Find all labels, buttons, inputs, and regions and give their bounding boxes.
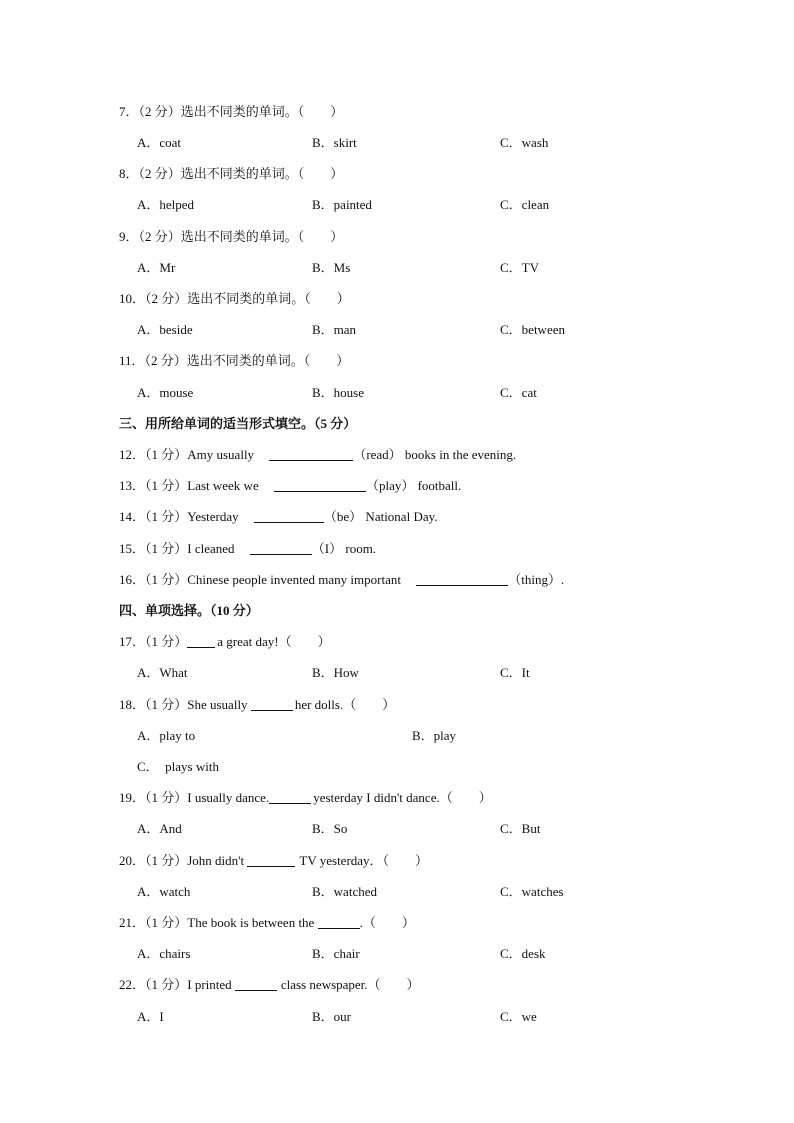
question-16 [119, 572, 564, 588]
q15-prefix: 15．（1 分）I cleaned [119, 541, 238, 556]
q9-option-a: A．Mr [137, 260, 176, 275]
q18-option-a: A．play to [137, 728, 196, 743]
q11-option-c: C．cat [500, 385, 537, 400]
q10-option-c: C．between [500, 322, 565, 337]
q21-suffix: .（ ） [359, 915, 415, 930]
q18-blank [251, 698, 293, 711]
q7-option-c: C．wash [500, 135, 549, 150]
q9-option-b: B．Ms [312, 260, 351, 275]
q22-suffix: class newspaper.（ ） [280, 977, 420, 992]
q7-option-b: B．skirt [312, 135, 357, 150]
q10-option-a: A．beside [137, 322, 193, 337]
q14-prefix: 14．（1 分）Yesterday [119, 509, 242, 524]
q21-option-a: A．chairs [137, 946, 191, 961]
question-15 [119, 541, 376, 557]
q13-suffix: （play） football. [365, 478, 462, 493]
question-18 [119, 697, 395, 713]
q17-prefix: 17．（1 分） [119, 634, 188, 649]
q20-option-c: C．watches [500, 884, 564, 899]
q15-blank [250, 542, 312, 555]
q13-blank [274, 479, 366, 492]
question-19 [119, 790, 492, 806]
q22-option-c: C．we [500, 1009, 537, 1024]
q9-option-c: C．TV [500, 260, 540, 275]
q17-option-c: C．It [500, 665, 530, 680]
question-8-stem: 8．（2 分）选出不同类的单词。（ ） [119, 166, 344, 181]
q16-blank [416, 573, 508, 586]
q11-option-b: B．house [312, 385, 365, 400]
q13-prefix: 13．（1 分）Last week we [119, 478, 262, 493]
q12-prefix: 12．（1 分）Amy usually [119, 447, 258, 462]
section-4-title: 四、单项选择。（10 分） [119, 603, 259, 618]
q22-prefix: 22．（1 分）I printed [119, 977, 235, 992]
q19-option-b: B．So [312, 821, 348, 836]
q19-prefix: 19．（1 分）I usually dance. [119, 790, 270, 805]
question-11-stem: 11．（2 分）选出不同类的单词。（ ） [119, 353, 350, 368]
q16-prefix: 16．（1 分）Chinese people invented many important [119, 572, 405, 587]
q14-suffix: （be） National Day. [323, 509, 438, 524]
q15-suffix: （I） room. [311, 541, 377, 556]
question-9-stem: 9．（2 分）选出不同类的单词。（ ） [119, 229, 344, 244]
q21-option-b: B．chair [312, 946, 360, 961]
question-13 [119, 478, 461, 494]
q20-option-b: B．watched [312, 884, 377, 899]
q19-blank [269, 791, 311, 804]
q22-option-b: B．our [312, 1009, 352, 1024]
question-17 [119, 634, 331, 650]
q8-option-c: C．clean [500, 197, 550, 212]
q19-suffix: yesterday I didn't dance.（ ） [313, 790, 492, 805]
question-14 [119, 509, 438, 525]
question-10-stem: 10．（2 分）选出不同类的单词。（ ） [119, 291, 350, 306]
q21-prefix: 21．（1 分）The book is between the [119, 915, 318, 930]
q17-suffix: a great day!（ ） [217, 634, 331, 649]
q8-option-b: B．painted [312, 197, 372, 212]
q11-option-a: A．mouse [137, 385, 194, 400]
q17-option-a: A．What [137, 665, 188, 680]
q19-option-c: C．But [500, 821, 541, 836]
question-7-stem: 7．（2 分）选出不同类的单词。（ ） [119, 104, 344, 119]
q8-option-a: A．helped [137, 197, 195, 212]
q10-option-b: B．man [312, 322, 357, 337]
q17-option-b: B．How [312, 665, 359, 680]
q21-option-c: C．desk [500, 946, 546, 961]
q7-option-a: A．coat [137, 135, 182, 150]
q18-option-b: B．play [412, 728, 457, 743]
q17-blank [187, 635, 215, 648]
q12-suffix: （read） books in the evening. [353, 447, 517, 462]
q21-blank [318, 916, 360, 929]
q18-suffix: her dolls.（ ） [294, 697, 396, 712]
q20-suffix: TV yesterday．（ ） [299, 853, 429, 868]
q20-option-a: A．watch [137, 884, 191, 899]
q18-option-c: C． plays with [137, 759, 219, 774]
q14-blank [254, 510, 324, 523]
q20-blank [247, 854, 295, 867]
q22-blank [235, 978, 277, 991]
q16-suffix: （thing）. [508, 572, 565, 587]
q19-option-a: A．And [137, 821, 182, 836]
question-22 [119, 977, 420, 993]
question-20 [119, 853, 428, 869]
q22-option-a: A．I [137, 1009, 164, 1024]
q18-prefix: 18．（1 分）She usually [119, 697, 251, 712]
question-21 [119, 915, 415, 931]
question-12 [119, 447, 516, 463]
section-3-title: 三、用所给单词的适当形式填空。（5 分） [119, 416, 357, 431]
q20-prefix: 20．（1 分）John didn't [119, 853, 248, 868]
q12-blank [269, 448, 353, 461]
